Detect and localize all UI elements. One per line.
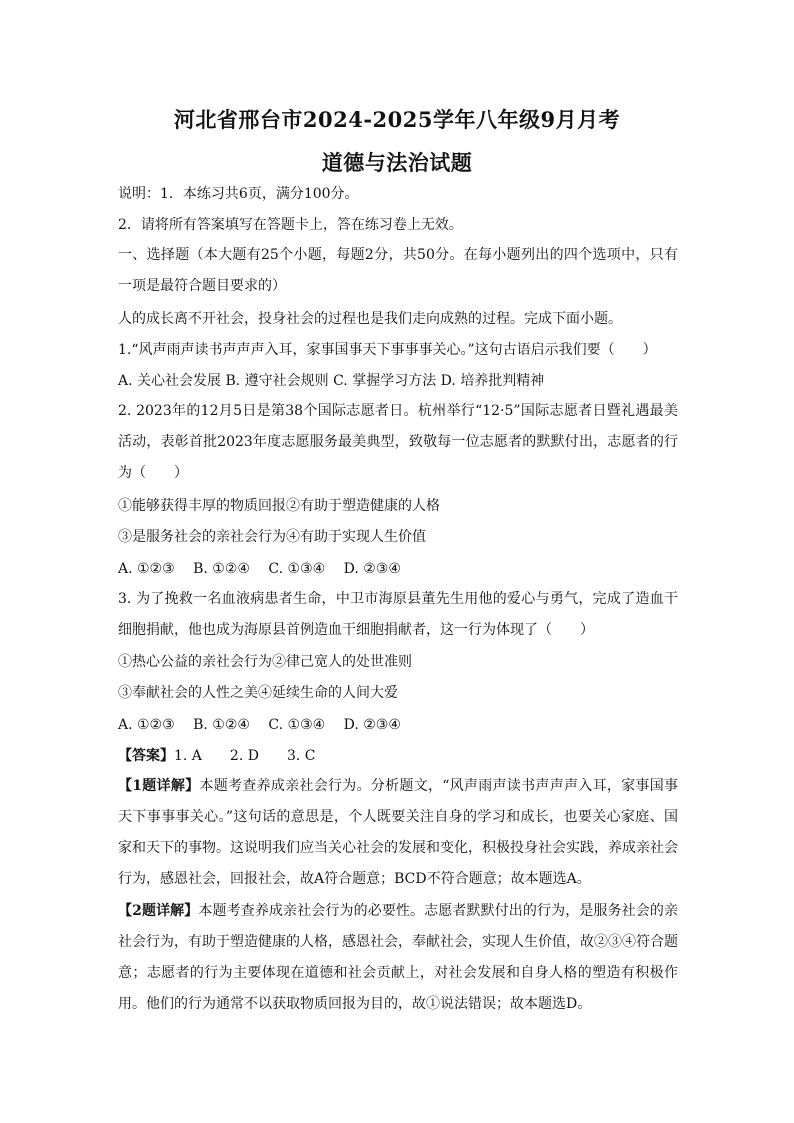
- question-1-options: A. 关心社会发展 B. 遵守社会规则 C. 掌握学习方法 D. 培养批判精神: [118, 373, 545, 389]
- explanation-2: [118, 896, 678, 1020]
- question-3-statements-b: ③奉献社会的人性之美④延续生命的人间大爱: [118, 685, 398, 701]
- explanation-2-text: 本题考查养成亲社会行为的必要性。志愿者默默付出的行为，是服务社会的亲社会行为，有助于塑造健康的人格，感恩社会，奉献社会，实现人生价值，故②③④符合题意；志愿者的行为主要体现在道德和社会贡献上，对社会发展和自身人格的塑造有积极作用。他们的行为通常不以获取物质回报为目的，故①说法错误；故本题选D。: [118, 903, 679, 1012]
- exam-subject-title: 道德与法治试题: [321, 150, 473, 175]
- answer-text: 1. A 2. D 3. C: [174, 748, 316, 764]
- answer-line: [118, 746, 315, 766]
- question-3-stem: 3. 为了挽救一名血液病患者生命，中卫市海原县董先生用他的爱心与勇气，完成了造血干细胞捐献，他也成为海原县首例造血干细胞捐献者，这一行为体现了（ ）: [118, 591, 678, 638]
- question-1-stem: 1.“风声雨声读书声声声入耳，家事国事天下事事事关心。”这句古语启示我们要（ ）: [118, 342, 657, 358]
- question-3-options: A. ①②③ B. ①②④ C. ①③④ D. ②③④: [118, 717, 401, 733]
- question-2-statements-a: ①能够获得丰厚的物质回报②有助于塑造健康的人格: [118, 498, 440, 514]
- explanation-1-label: 【1题详解】: [118, 778, 200, 794]
- question-2-stem: 2. 2023年的12月5日是第38个国际志愿者日。杭州举行“12·5”国际志愿者日暨礼遇最美活动，表彰首批2023年度志愿服务最美典型，致敬每一位志愿者的默默付出，志愿者的行为（ ）: [118, 403, 678, 481]
- section-heading: 一、选择题（本大题有25个小题，每题2分，共50分。在每小题列出的四个选项中，只有一项是最符合题目要求的）: [118, 247, 678, 294]
- question-2-options: A. ①②③ B. ①②④ C. ①③④ D. ②③④: [118, 561, 401, 577]
- explanation-1-text: 本题考查养成亲社会行为。分析题文，“风声雨声读书声声声入耳，家事国事天下事事事关心。”这句话的意思是，个人既要关注自身的学习和成长，也要关心家庭、国家和天下的事物。这说明我们应当关心社会的发展和变化，积极投身社会实践，养成亲社会行为，感恩社会，回报社会，故A符合题意；BCD不符合题意；故本题选A。: [118, 778, 678, 887]
- question-2-statements-b: ③是服务社会的亲社会行为④有助于实现人生价值: [118, 529, 426, 545]
- instruction-2: 2．请将所有答案填写在答题卡上，答在练习卷上无效。: [118, 217, 463, 233]
- exam-title: 河北省邢台市2024-2025学年八年级9月月考: [173, 107, 621, 132]
- question-3-statements-a: ①热心公益的亲社会行为②律己宽人的处世准则: [118, 654, 412, 670]
- answer-label: 【答案】: [118, 748, 174, 764]
- instruction-1: 说明：1．本练习共6页，满分100分。: [118, 186, 359, 202]
- group-intro: 人的成长离不开社会，投身社会的过程也是我们走向成熟的过程。完成下面小题。: [118, 311, 622, 327]
- explanation-1: [118, 771, 678, 895]
- explanation-2-label: 【2题详解】: [118, 903, 199, 919]
